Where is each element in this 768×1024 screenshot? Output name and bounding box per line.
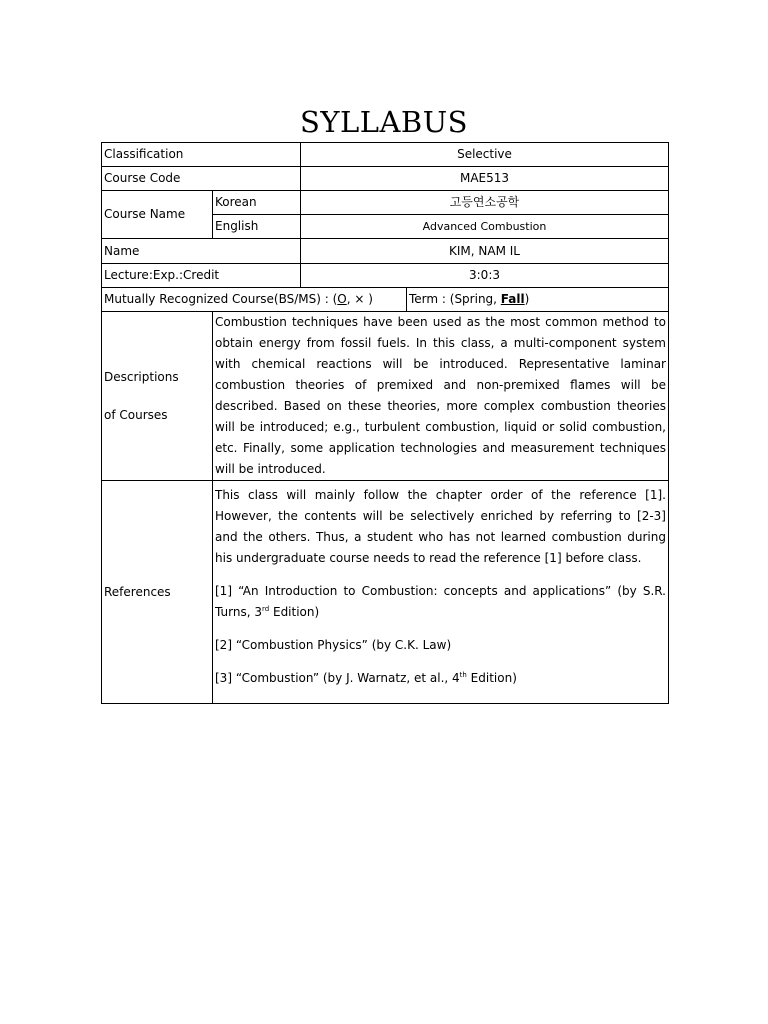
reference-3 [215, 668, 666, 689]
syllabus-table [101, 142, 669, 704]
name-value: KIM, NAM IL [301, 239, 669, 264]
term-prefix: Term : (Spring, [409, 292, 501, 306]
reference-1-end: Edition) [269, 605, 320, 619]
descriptions-label [102, 312, 213, 481]
english-value: Advanced Combustion [301, 215, 669, 239]
name-label: Name [102, 239, 301, 264]
mutual-suffix: , × ) [346, 292, 373, 306]
reference-3-sup: th [459, 671, 467, 679]
course-name-label: Course Name [102, 191, 213, 239]
row-name [102, 239, 669, 264]
row-references [102, 481, 669, 704]
page-title: SYLLABUS [299, 105, 469, 139]
descriptions-label-line2: of Courses [104, 408, 168, 422]
row-classification [102, 143, 669, 167]
reference-3-end: Edition) [466, 671, 517, 685]
reference-1-main: [1] “An Introduction to Combustion: concepts and applications” (by S.R. Turns, 3 [215, 584, 666, 619]
course-code-value: MAE513 [301, 167, 669, 191]
reference-1-sup: rd [261, 605, 270, 613]
row-credit [102, 264, 669, 288]
credit-value: 3:0:3 [301, 264, 669, 288]
classification-value: Selective [301, 143, 669, 167]
reference-3-main: [3] “Combustion” (by J. Warnatz, et al., 4 [215, 671, 460, 685]
row-course-name-korean [102, 191, 669, 215]
descriptions-text: Combustion techniques have been used as the most common method to obtain energy from fossil fuels. In this class, a multi-component system with chemical reactions will be introduced. Representative laminar combustion theories of premixed and non-premixed flames will be described. Based on these theories, more complex combustion theories will be introduced; e.g., turbulent combustion, liquid or solid combustion, etc. Finally, some application technologies and measurement techniques will be introduced. [215, 315, 666, 476]
row-course-code [102, 167, 669, 191]
term-cell [407, 288, 669, 312]
descriptions-cell [213, 312, 669, 481]
korean-label: Korean [213, 191, 301, 215]
references-cell [213, 481, 669, 704]
row-descriptions [102, 312, 669, 481]
references-intro: This class will mainly follow the chapter order of the reference [1]. However, the contents will be selectively enriched by referring to [2-3] and the others. Thus, a student who has not learned combustion during his undergraduate course needs to read the reference [1] before class. [215, 488, 666, 565]
row-mutual [102, 288, 669, 312]
course-code-label: Course Code [102, 167, 301, 191]
term-selected: Fall [500, 292, 525, 306]
references-label: References [102, 481, 213, 704]
reference-1 [215, 581, 666, 623]
term-suffix: ) [524, 292, 530, 306]
credit-label: Lecture:Exp.:Credit [102, 264, 301, 288]
korean-value: 고등연소공학 [301, 191, 669, 215]
mutual-option-o: O [337, 292, 347, 306]
descriptions-label-line1: Descriptions [104, 370, 179, 384]
reference-2: [2] “Combustion Physics” (by C.K. Law) [215, 638, 452, 652]
mutual-prefix: Mutually Recognized Course(BS/MS) : ( [104, 292, 338, 306]
mutual-label [102, 288, 407, 312]
english-label: English [213, 215, 301, 239]
classification-label: Classification [102, 143, 301, 167]
